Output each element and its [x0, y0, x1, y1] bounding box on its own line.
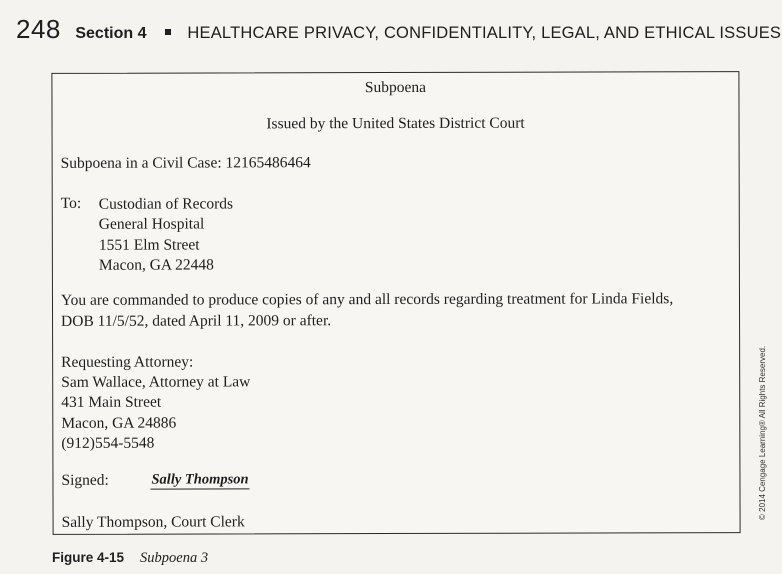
- page-number: 248: [16, 14, 61, 44]
- bullet-icon: [165, 29, 171, 35]
- attorney-line: Requesting Attorney:: [61, 353, 194, 371]
- section-title: HEALTHCARE PRIVACY, CONFIDENTIALITY, LEGAL, AND ETHICAL ISSUES: [187, 24, 782, 42]
- page-header: [16, 14, 782, 45]
- signed-label: Signed:: [61, 471, 109, 489]
- command-line: You are commanded to produce copies of any and all records regarding treatment for Linda Fields,: [60, 290, 674, 309]
- attorney-line: Sam Wallace, Attorney at Law: [61, 373, 251, 392]
- figure-caption: [52, 549, 208, 567]
- attorney-line: (912)554-5548: [61, 434, 155, 452]
- attorney-line: Macon, GA 24886: [61, 414, 177, 432]
- issued-by: Issued by the United States District Court: [266, 114, 525, 133]
- recipient-line: General Hospital: [98, 215, 205, 234]
- attorney-block: [61, 352, 250, 454]
- recipient-line: 1551 Elm Street: [98, 236, 200, 254]
- attorney-line: 431 Main Street: [61, 394, 162, 412]
- recipient-line: Custodian of Records: [98, 195, 234, 213]
- command-line: DOB 11/5/52, dated April 11, 2009 or after.: [61, 312, 332, 330]
- case-line: Subpoena in a Civil Case: 12165486464: [60, 154, 311, 172]
- signature: Sally Thompson: [150, 471, 249, 489]
- clerk-name: Sally Thompson, Court Clerk: [61, 513, 245, 531]
- figure-caption-text: Subpoena 3: [140, 550, 209, 566]
- figure-label: Figure 4-15: [52, 550, 125, 565]
- to-label: To:: [60, 194, 82, 212]
- section-label: Section 4: [75, 25, 147, 42]
- form-title: Subpoena: [364, 78, 427, 97]
- subpoena-form: [51, 71, 740, 535]
- copyright-notice: © 2014 Cengage Learning® All Rights Reserved.: [758, 345, 767, 520]
- recipient-address: [99, 194, 234, 276]
- command-paragraph: [61, 288, 731, 332]
- recipient-line: Macon, GA 22448: [98, 256, 214, 274]
